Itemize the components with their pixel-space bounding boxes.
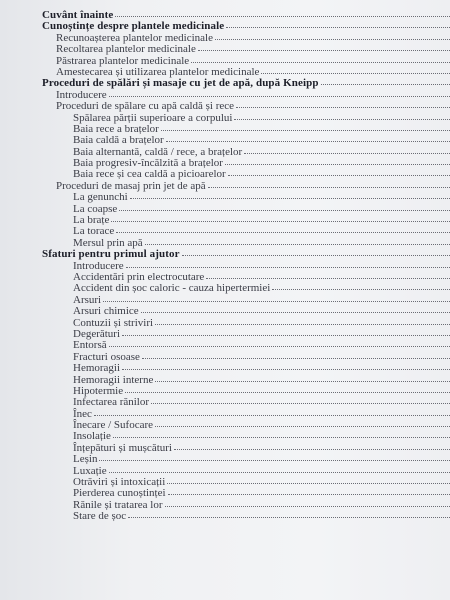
dot-leader [111,214,450,222]
toc-entry-label: Hemoragii [73,362,121,375]
toc-entry-label: Hemoragii interne [73,373,154,386]
toc-entry-label: Baia rece a brațelor [73,122,159,135]
dot-leader [191,55,450,63]
dot-leader [321,77,450,85]
dot-leader [94,408,450,416]
dot-leader [244,146,450,154]
toc-entry-label: Înec [73,407,92,420]
toc-entry-label: Entorsă [73,339,107,352]
toc-entry-label: Cunoștințe despre plantele medicinale [42,20,225,33]
toc-entry-label: Proceduri de spălări și masaje cu jet de apă, după Kneipp [42,77,319,90]
toc-entry-label: Înecare / Sufocare [73,419,154,432]
toc-entry-label: Proceduri de spălare cu apă caldă și rece [56,100,235,113]
toc-entry-label: Baia rece și cea caldă a picioarelor [73,168,226,181]
dot-leader [103,294,450,302]
toc-entry-label: La torace [73,225,115,238]
toc-entry-label: Stare de șoc [73,510,127,523]
toc-entry-label: Accidentări prin electrocutare [73,270,205,283]
toc-entry-label: Luxație [73,464,107,477]
dot-leader [116,225,450,233]
toc-entry-label: Păstrarea plantelor medicinale [56,54,190,67]
toc-entry-label: Otrăviri și intoxicații [73,476,166,489]
toc-entry-label: Arsuri chimice [73,305,139,318]
dot-leader [206,271,450,279]
dot-leader [228,168,450,176]
dot-leader [174,442,450,450]
dot-leader [128,510,450,518]
dot-leader [113,430,450,438]
toc-entry-label: Mersul prin apă [73,236,143,249]
dot-leader [161,123,450,131]
toc-entry-label: Hipotermie [73,384,124,397]
dot-leader [109,465,450,473]
toc-entry-label: La genunchi [73,191,128,204]
dot-leader [168,487,450,495]
toc-entry-label: Cuvânt înainte [42,9,114,21]
dot-leader [225,157,450,165]
dot-leader [122,328,450,336]
toc-entry-label: Infectarea rănilor [73,396,150,409]
dot-leader [215,32,450,40]
dot-leader [141,305,450,313]
toc-entry [0,511,450,522]
toc-entry-label: Baia caldă a brațelor [73,134,164,147]
toc-entry-label: Recoltarea plantelor medicinale [56,43,196,56]
toc-entry-label: Contuzii și striviri [73,316,154,329]
dot-leader [198,43,450,51]
dot-leader [155,317,450,325]
dot-leader [130,191,450,199]
toc-entry-label: Arsuri [73,293,102,306]
toc-entry-label: Recunoașterea plantelor medicinale [56,31,213,44]
toc-entry-label: Pierderea cunoștinței [73,487,166,500]
toc-entry-label: Înțepături și mușcături [73,441,172,454]
dot-leader [125,385,450,393]
table-of-contents [0,10,450,523]
toc-entry-label: Baia progresiv-încălzită a brațelor [73,157,223,170]
dot-leader [151,396,450,404]
toc-entry-label: Insolație [73,430,111,443]
toc-entry-label: Introducere [56,88,107,101]
dot-leader [182,248,450,256]
toc-entry-label: Degerături [73,327,121,340]
toc-entry-label: Sfaturi pentru primul ajutor [42,248,180,261]
dot-leader [272,282,450,290]
dot-leader [142,351,450,359]
toc-entry-label: Spălarea părții superioare a corpului [73,111,233,124]
dot-leader [165,499,450,507]
toc-entry-label: Accident din șoc caloric - cauza hipertermiei [73,282,271,295]
dot-leader [122,362,450,370]
dot-leader [166,134,450,142]
dot-leader [115,9,450,17]
toc-entry-label: Leșin [73,453,98,466]
toc-entry-label: Amestecarea și utilizarea plantelor medicinale [56,65,260,78]
dot-leader [145,237,450,245]
toc-entry-label: La coapse [73,202,118,215]
toc-entry-label: La brațe [73,214,110,227]
dot-leader [119,203,450,211]
toc-entry-label: Proceduri de masaj prin jet de apă [56,179,206,192]
dot-leader [261,66,450,74]
dot-leader [99,453,450,461]
dot-leader [234,112,450,120]
dot-leader [167,476,450,484]
toc-entry-label: Introducere [73,259,124,272]
toc-entry-label: Fracturi osoase [73,350,140,363]
dot-leader [226,20,450,28]
toc-entry-label: Rănile și tratarea lor [73,498,163,511]
dot-leader [109,339,450,347]
dot-leader [155,419,450,427]
toc-entry-label: Baia alternantă, caldă / rece, a brațelor [73,145,243,158]
dot-leader [208,180,450,188]
dot-leader [155,374,450,382]
dot-leader [109,89,450,97]
dot-leader [126,260,450,268]
dot-leader [236,100,450,108]
